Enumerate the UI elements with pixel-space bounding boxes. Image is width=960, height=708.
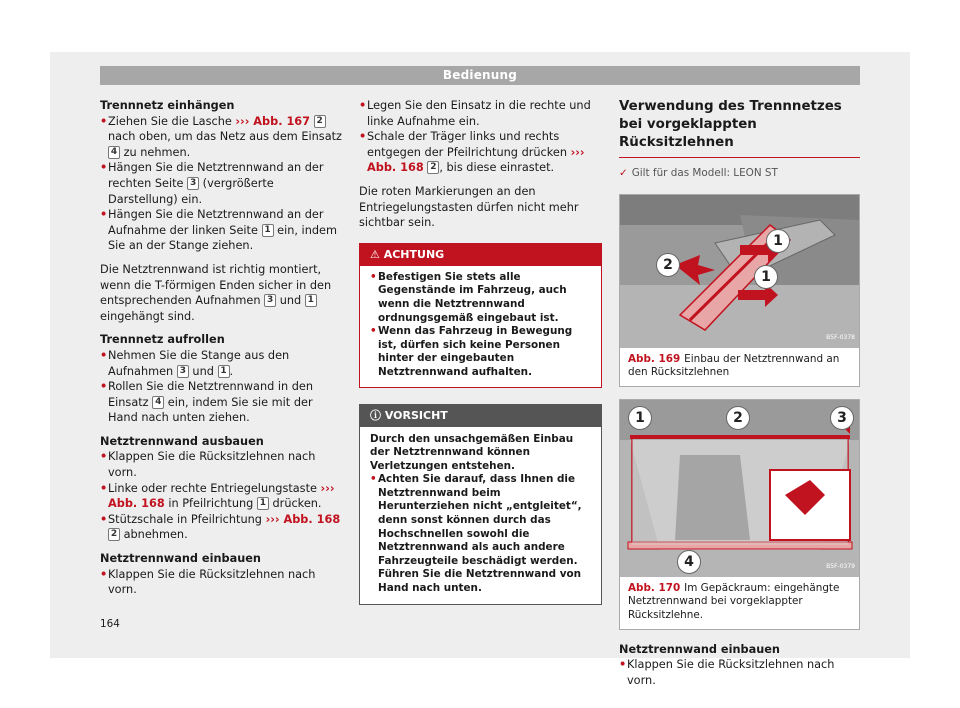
callout-badge: 2: [726, 406, 750, 430]
list-item: • Rollen Sie die Netztrennwand in den Einsatz 4 ein, indem Sie sie mit der Hand nach unten ziehen.: [100, 379, 343, 426]
callout-number: 3: [264, 294, 276, 307]
section-heading: Netztrennwand ausbauen: [100, 434, 264, 448]
list-item: • Klappen Sie die Rücksitzlehnen nach vorn.: [100, 567, 343, 598]
callout-number: 2: [108, 528, 120, 541]
figure-caption: Abb. 170 Im Gepäckraum: eingehängte Netztrennwand bei vorgeklappter Rücksitzlehne.: [628, 581, 840, 621]
list-item: • Stützschale in Pfeilrichtung ››› Abb. 168 2 abnehmen.: [100, 512, 343, 543]
warning-title: ACHTUNG: [383, 247, 445, 261]
callout-badge: 1: [766, 229, 790, 253]
section-heading: Trennnetz aufrollen: [100, 333, 225, 347]
list-item: • Linke oder rechte Entriegelungstaste ››› Abb. 168 in Pfeilrichtung 1 drücken.: [100, 481, 343, 512]
callout-badge: 2: [656, 253, 680, 277]
info-icon: ⓘ: [370, 408, 381, 422]
list-item: • Klappen Sie die Rücksitzlehnen nach vorn.: [619, 657, 860, 688]
figure-170: [619, 399, 860, 630]
callout-number: 3: [177, 365, 189, 378]
warning-item: • Wenn das Fahrzeug in Bewegung ist, dürfen sich keine Personen hinter der eingebauten Netztrennwand aufhalten.: [370, 325, 591, 379]
figure-image: [620, 195, 859, 348]
caution-body: [360, 427, 601, 604]
caution-header: [360, 405, 601, 427]
figure-caption: Abb. 169 Einbau der Netztrennwand an den Rücksitzlehnen: [628, 352, 840, 379]
list-item: • Hängen Sie die Netztrennwand an der Aufnahme der linken Seite 1 ein, indem Sie an der Stange ziehen.: [100, 207, 343, 254]
callout-number: 1: [262, 224, 274, 237]
figure-169: [619, 194, 860, 387]
callout-number: 1: [257, 497, 269, 510]
check-icon: ✓: [619, 167, 628, 179]
callout-badge: 4: [677, 550, 701, 574]
list-item: • Nehmen Sie die Stange aus den Aufnahmen 3 und 1 .: [100, 348, 343, 379]
page-header: Bedienung: [100, 66, 860, 85]
figure-label: Abb. 170: [628, 581, 681, 594]
figure-label: Abb. 169: [628, 352, 681, 365]
callout-number: 3: [187, 177, 199, 190]
callout-number: 1: [218, 365, 230, 378]
validity-note: ✓ Gilt für das Modell: LEON ST: [619, 167, 778, 179]
caution-item: • Achten Sie darauf, dass Ihnen die Netztrennwand beim Herunterziehen nicht „entgleitet“, denn sonst können durch das Hochschnellen sowohl die Netztrennwand als auch andere Fahrzeugteile beschädigt werden. Führen Sie die Netztrennwand von Hand nach unten.: [370, 473, 591, 595]
callout-number: 4: [108, 146, 120, 159]
paragraph: Die Netztrennwand ist richtig montiert, wenn die T-förmigen Enden sicher in den entsprechenden Aufnahmen 3 und 1 eingehängt sind.: [100, 262, 332, 323]
list-item: • Legen Sie den Einsatz in die rechte und linke Aufnahme ein.: [359, 98, 602, 129]
column-3: [619, 98, 860, 688]
warning-body: [360, 266, 601, 387]
figure-link[interactable]: ››› Abb. 168: [367, 145, 585, 175]
warning-item: • Befestigen Sie stets alle Gegenstände im Fahrzeug, auch wenn die Netztrennwand ordnungsgemäß eingebaut ist.: [370, 271, 591, 325]
section-heading: Netztrennwand einbauen: [619, 642, 780, 656]
figure-link[interactable]: ››› Abb. 168: [108, 481, 335, 511]
image-code: B5F-0379: [826, 563, 855, 571]
warning-header: [360, 244, 601, 266]
figure-link[interactable]: ››› Abb. 168: [265, 512, 341, 526]
caution-text: Durch den unsachgemäßen Einbau der Netztrennwand können Verletzungen entstehen.: [370, 432, 574, 472]
callout-badge: 3: [830, 406, 854, 430]
list-item: • Schale der Träger links und rechts entgegen der Pfeilrichtung drücken ››› Abb. 168 2 , bis diese einrastet.: [359, 129, 602, 176]
column-1: [100, 98, 343, 598]
page-number: 164: [100, 618, 120, 630]
callout-number: 2: [314, 115, 326, 128]
section-title: Verwendung des Trennnetzes bei vorgeklappten Rücksitzlehnen: [619, 98, 860, 158]
callout-number: 1: [305, 294, 317, 307]
section-heading: Trennnetz einhängen: [100, 99, 235, 112]
callout-badge: 1: [754, 265, 778, 289]
image-code: B5F-0378: [826, 334, 855, 341]
figure-link[interactable]: ››› Abb. 167: [235, 114, 311, 128]
warning-box: [359, 243, 602, 388]
figure-image: [620, 400, 859, 577]
list-item: • Klappen Sie die Rücksitzlehnen nach vorn.: [100, 449, 343, 480]
warning-icon: ⚠: [370, 247, 380, 261]
callout-number: 4: [152, 396, 164, 409]
list-item: • Ziehen Sie die Lasche ››› Abb. 167 2 nach oben, um das Netz aus dem Einsatz 4 zu nehmen.: [100, 114, 343, 161]
paragraph: Die roten Markierungen an den Entriegelungstasten dürfen nicht mehr sichtbar sein.: [359, 184, 579, 230]
callout-badge: 1: [628, 406, 652, 430]
list-item: • Hängen Sie die Netztrennwand an der rechten Seite 3 (vergrößerte Darstellung) ein.: [100, 160, 343, 207]
column-2: [359, 98, 602, 605]
callout-number: 2: [427, 161, 439, 174]
cargo-net-install-illustration: [620, 195, 859, 348]
section-heading: Netztrennwand einbauen: [100, 552, 261, 566]
caution-box: [359, 404, 602, 605]
caution-title: VORSICHT: [384, 408, 448, 422]
